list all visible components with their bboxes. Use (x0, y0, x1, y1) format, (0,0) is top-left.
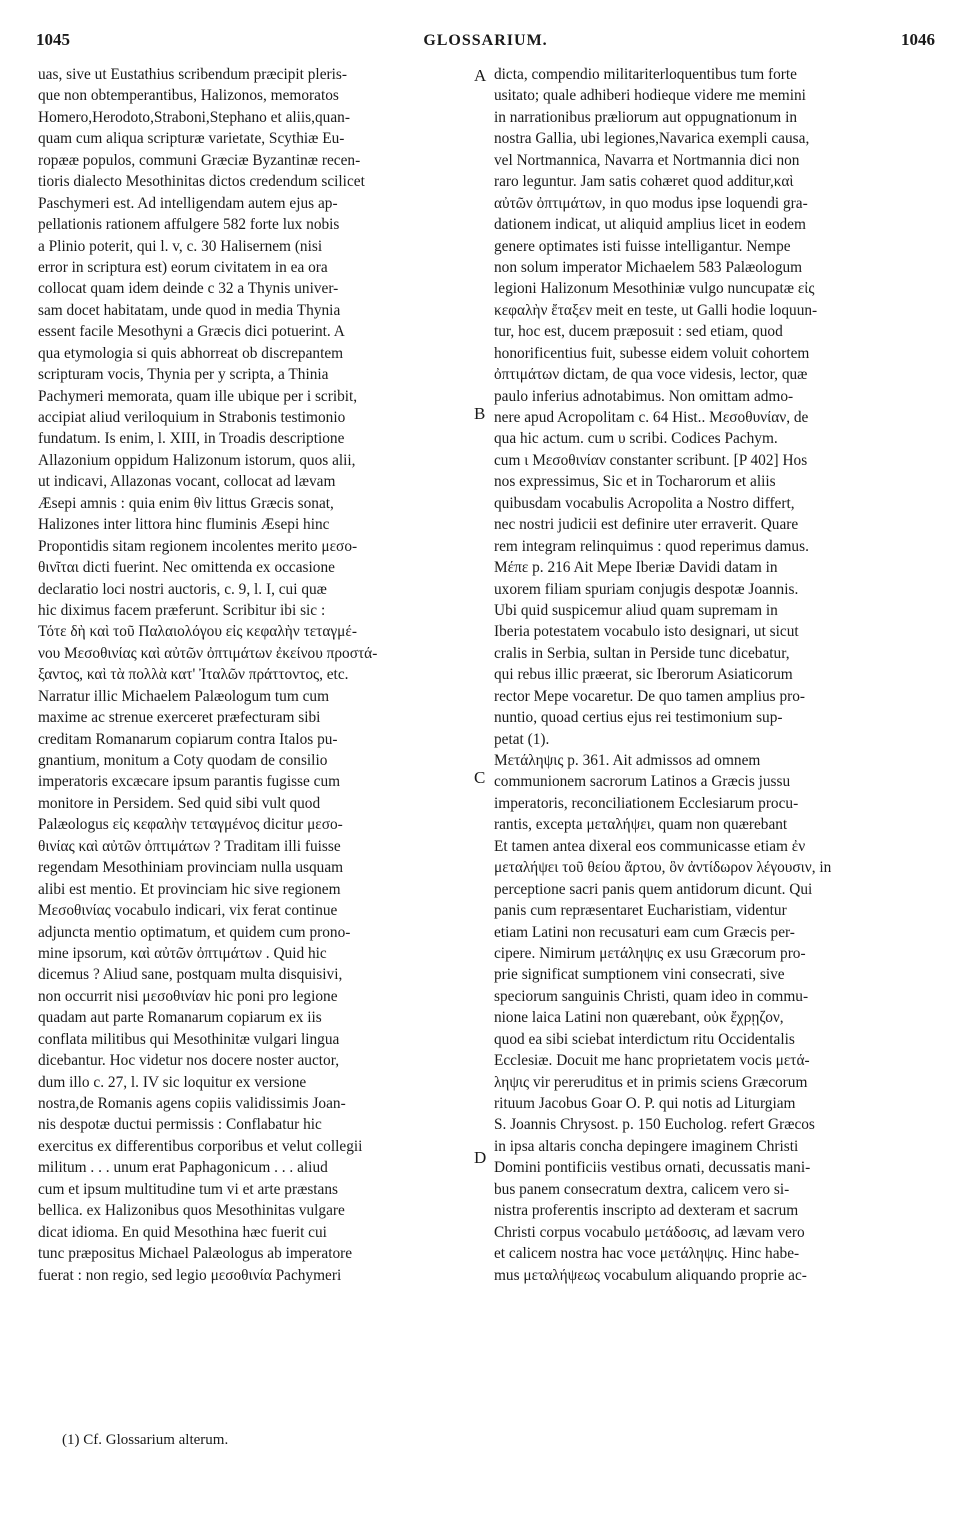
text-line: nuntio, quoad certius ejus rei testimonium sup- (494, 709, 783, 727)
text-line: Allazonium oppidum Halizonum istorum, quos alii, (38, 451, 356, 469)
text-line: Μετάληψις p. 361. Ait admissos ad omnem (494, 752, 761, 769)
text-line: qui rebus illic præerat, sic Iberorum Asiaticorum (494, 666, 793, 684)
text-line: non solum imperator Michaelem 583 Palæologum (494, 258, 803, 276)
text-line: nostra,de Romanis agens copiis validissimis Joan- (38, 1095, 346, 1112)
text-line: quod ea sibi sciebat interdictum ritu Occidentalis (494, 1030, 795, 1048)
text-line: raro leguntur. Jam satis cohæret quod additur,καὶ (494, 173, 794, 191)
text-line: κεφαλὴν ἔταξεν meit en teste, ut Galli hodie loquun- (494, 301, 818, 319)
text-line: mus μεταλήψεως vocabulum aliquando proprie ac- (494, 1266, 807, 1284)
text-line: prie significat sumptionem vini consecrati, sive (494, 966, 785, 984)
text-line: usitato; quale adhiberi hodieque videre me memini (494, 87, 806, 105)
text-line: non occurrit nisi μεσοθινίαν hic poni pro legione (38, 987, 338, 1005)
text-line: nis despotæ ductui permissis : Conflabatur hic (38, 1116, 322, 1134)
text-line: αὐτῶν ὀπτιμάτων, in quo modus ipse loquendi gra- (494, 194, 808, 212)
text-line: dicta, compendio militariterloquentibus tum forte (494, 66, 797, 83)
text-line: a Plinio poterit, qui l. v, c. 30 Halisernem (nisi (38, 237, 323, 255)
text-line: imperatoris excæcare ipsum parantis fugisse cum (38, 773, 341, 791)
text-line: sam docet habitatam, unde quod in media Thynia (38, 301, 341, 319)
text-line: accipiat aliud veriloquium in Strabonis testimonio (38, 409, 346, 426)
text-line: paulo inferius adnotabimus. Non omittam admo- (494, 387, 794, 405)
text-line: bus panem consecratum dextra, calicem vero si- (494, 1180, 790, 1198)
running-title: GLOSSARIUM. (423, 32, 548, 49)
text-line: μεταλήψει τοῦ θείου ἄρτου, ὃν ἀντίδωρον λέγουσιν, in (494, 859, 832, 877)
text-line: fundatum. Is enim, l. XIII, in Troadis descriptione (38, 430, 345, 448)
page-number-right: 1046 (901, 30, 935, 49)
text-line: Homero,Herodoto,Straboni,Stephano et aliis,quan- (38, 108, 350, 126)
text-line: vel Nortmannica, Navarra et Nortmannia dici non (494, 151, 800, 169)
text-line: panis cum repræsentaret Eucharistiam, videntur (494, 902, 787, 920)
text-line: qua hic actum. cum υ scribi. Codices Pachym. (494, 430, 778, 448)
text-line: cralis in Serbia, sultan in Perside tunc dicebatur, (494, 644, 790, 662)
text-line: tioris dialecto Mesothinitas dictos credendum scilicet (38, 173, 365, 191)
text-line: error in scriptura est) eorum civitatem in ea ora (38, 258, 328, 276)
text-line: alibi est mentio. Et provinciam hic sive regionem (38, 880, 341, 898)
text-line: Palæologus εἰς κεφαλὴν τεταγμένος dicitur μεσο- (38, 816, 343, 834)
right-column (494, 64, 930, 1286)
text-line: collocat quam idem deinde c 32 a Thynis univer- (38, 280, 339, 298)
text-line: dicat idioma. En quid Mesothina hæc fuerit cui (38, 1223, 327, 1241)
text-line: Propontidis sitam regionem incolentes merito μεσο- (38, 537, 358, 555)
margin-mark-c: C (474, 768, 486, 787)
text-line: ropææ populos, communi Græciæ Byzantinæ recen- (38, 151, 361, 169)
left-column (38, 64, 474, 1286)
page-number-left: 1045 (36, 30, 70, 49)
text-line: honorificentius fuit, subesse eidem voluit cohortem (494, 344, 810, 362)
text-line: que non obtemperantibus, Halizonos, memoratos (38, 87, 339, 105)
text-line: maxime ac strenue exerceret præfecturam sibi (38, 709, 321, 727)
text-line: essent facile Mesothyni a Græcis dici potuerint. A (38, 323, 345, 341)
text-line: regendam Mesothiniam provinciam nulla usquam (38, 859, 344, 877)
text-line: qua etymologia si quis abhorreat ob discrepantem (38, 344, 344, 362)
text-line: communionem sacrorum Latinos a Græcis jussu (494, 773, 791, 791)
text-line: nione laica Latini non quærebant, οὐκ ἔχρῃζον, (494, 1009, 784, 1027)
page-header (36, 30, 935, 58)
text-line: nec nostri judicii est definire uter erraverit. Quare (494, 516, 799, 534)
text-line: Μέπε p. 216 Ait Mepe Iberiæ Davidi datam in (494, 559, 778, 577)
text-line: etiam Latini non recusaturi eam cum Græcis per- (494, 923, 795, 941)
text-line: Pachymeri memorata, quam ille ubique per i scribit, (38, 387, 358, 405)
text-line: cipere. Nimirum μετάληψις ex usu Græcorum pro- (494, 944, 806, 962)
text-line: dicemus ? Aliud sane, postquam multa disquisivi, (38, 966, 343, 984)
text-line: νου Μεσοθινίας καὶ αὐτῶν ὀπτιμάτων ἐκείνου προστά- (38, 644, 378, 662)
text-line: Halizones inter littora hinc fluminis Æsepi hinc (38, 516, 330, 534)
text-line: fuerat : non regio, sed legio μεσοθινία Pachymeri (38, 1266, 342, 1284)
text-line: S. Joannis Chrysost. p. 150 Eucholog. refert Græcos (494, 1116, 815, 1134)
text-line: Æsepi amnis : quia enim θὶν littus Græcis sonat, (38, 494, 334, 512)
text-line: nos expressimus, Sic et in Tocharorum et aliis (494, 473, 776, 491)
text-line: Ecclesiæ. Docuit me hanc proprietatem vocis μετά- (494, 1052, 810, 1070)
text-line: cum et ipsum multitudine tum vi et arte præstans (38, 1180, 339, 1198)
text-line: dationem indicat, ut aliquid amplius licet in eodem (494, 216, 806, 234)
text-line: rector Mepe vocaretur. De quo tamen amplius pro- (494, 687, 806, 705)
text-line: Μεσοθινίας vocabulo indicari, vix ferat continue (38, 902, 338, 920)
text-line: legioni Halizonum Mesothiniæ vulgo nuncupatæ εἰς (494, 280, 815, 298)
text-line: uxorem filiam spuriam conjugis despotæ Joannis. (494, 580, 799, 598)
text-line: θινῖται dicti fuerint. Nec omittenda ex occasione (38, 559, 335, 577)
text-line: Iberia potestatem vocabulo isto designari, ut sicut (494, 623, 799, 641)
margin-mark-a: A (474, 66, 487, 85)
text-line: rituum Jacobus Goar O. P. qui notis ad Liturgiam (494, 1095, 796, 1112)
text-line: rem integram relinquimus : quod reperimus damus. (494, 537, 809, 555)
text-line: Paschymeri est. Ad intelligendam autem ejus ap- (38, 194, 338, 212)
text-line: pellationis rationem affulgere 582 forte lux nobis (38, 216, 340, 234)
text-line: creditam Romanarum copiarum contra Italos pu- (38, 730, 338, 748)
text-line: perceptione sacri panis quem antidorum dicunt. Qui (494, 880, 813, 898)
text-line: θινίας καὶ αὐτῶν ὀπτιμάτων ? Traditam illi fuisse (38, 837, 341, 855)
text-line: Domini pontificiis vestibus ornati, decussatis mani- (494, 1159, 811, 1177)
text-line: Narratur illic Michaelem Palæologum tum cum (38, 687, 330, 705)
text-line: hic diximus facem præferunt. Scribitur ibi sic : (38, 601, 326, 619)
text-line: Christi corpus vocabulo μετάδοσις, ad lævam vero (494, 1223, 805, 1241)
text-line: imperatoris, reconciliationem Ecclesiarum procu- (494, 794, 799, 812)
text-line: quam cum aliqua scripturæ varietate, Scythiæ Eu- (38, 130, 345, 148)
text-line: Ubi quid suspicemur aliud quam supremam in (494, 601, 778, 619)
text-line: et calicem nostra hac voce μετάληψις. Hinc habe- (494, 1245, 800, 1263)
text-line: petat (1). (494, 730, 550, 748)
text-line: nistra proferentis inscripto ad dexteram et sacrum (494, 1202, 799, 1220)
text-line: bellica. ex Halizonibus quos Mesothinitas vulgare (38, 1202, 345, 1220)
text-line: genere optimates isti fuisse intelligantur. Nempe (494, 237, 791, 255)
text-line: ληψις vir pereruditus et in primis sciens Græcorum (494, 1073, 808, 1091)
text-line: ὀπτιμάτων dictam, de qua voce videsis, lector, quæ (494, 366, 808, 384)
footnote: (1) Cf. Glossarium alterum. (62, 1432, 229, 1448)
text-line: monitore in Persidem. Sed quid sibi vult quod (38, 794, 321, 812)
text-line: in ipsa altaris concha depingere imaginem Christi (494, 1137, 799, 1155)
margin-mark-b: B (474, 404, 486, 423)
text-line: tur, hoc est, ducem præposuit : sed etiam, quod (494, 323, 783, 341)
text-line: scripturam vocis, Thynia per y scripta, a Thinia (38, 366, 329, 384)
text-line: quibusdam vocabulis Acropolita a Nostro differt, (494, 494, 795, 512)
text-line: nere apud Acropolitam c. 64 Hist.. Μεσοθυνίαν, de (494, 409, 809, 426)
text-line: ξαντος, καὶ τὰ πολλὰ κατ' Ἰταλῶν πράττοντος, etc. (38, 666, 349, 684)
text-line: exercitus ex differentibus corporibus et velut collegii (38, 1137, 363, 1155)
text-line: ut indicavi, Allazonas vocant, collocat ad lævam (38, 473, 336, 491)
margin-mark-d: D (474, 1148, 487, 1167)
text-line: speciorum sanguinis Christi, quam ideo in commu- (494, 987, 809, 1005)
text-line: militum . . . unum erat Paphagonicum . . . aliud (38, 1159, 328, 1177)
text-line: dum illo c. 27, l. IV sic loquitur ex versione (38, 1073, 307, 1091)
text-line: Et tamen antea dixeral eos communicasse etiam ἐν (494, 837, 806, 855)
text-line: adjuncta mentio optimatum, et quidem cum prono- (38, 923, 351, 941)
text-line: uas, sive ut Eustathius scribendum præcipit pleris- (38, 66, 347, 83)
text-line: tunc præpositus Michael Palæologus ab imperatore (38, 1245, 353, 1263)
text-line: declaratio loci nostri auctoris, c. 9, l. I, cui quæ (38, 580, 327, 598)
text-line: nostra Gallia, ubi legiones,Navarica exempli causa, (494, 130, 810, 148)
text-line: mine ipsorum, καὶ αὐτῶν ὀπτιμάτων . Quid hic (38, 944, 327, 962)
text-line: gnantium, monitum a Coty quodam de consilio (38, 752, 328, 769)
text-line: in narrationibus præliorum aut oppugnationum in (494, 108, 798, 126)
text-line: conflata militibus qui Mesothinitæ vulgari lingua (38, 1030, 340, 1048)
text-line: rantis, excepta μεταλήψει, quam non quærebant (494, 816, 788, 834)
text-line: quadam aut parte Romanarum copiarum ex iis (38, 1009, 322, 1027)
text-line: Τότε δὴ καὶ τοῦ Παλαιολόγου εἰς κεφαλὴν τεταγμέ- (38, 623, 357, 641)
text-line: cum ι Μεσοθινίαν constanter scribunt. [P 402] Hos (494, 451, 808, 469)
text-line: dicebantur. Hoc videtur nos docere noster auctor, (38, 1052, 340, 1070)
